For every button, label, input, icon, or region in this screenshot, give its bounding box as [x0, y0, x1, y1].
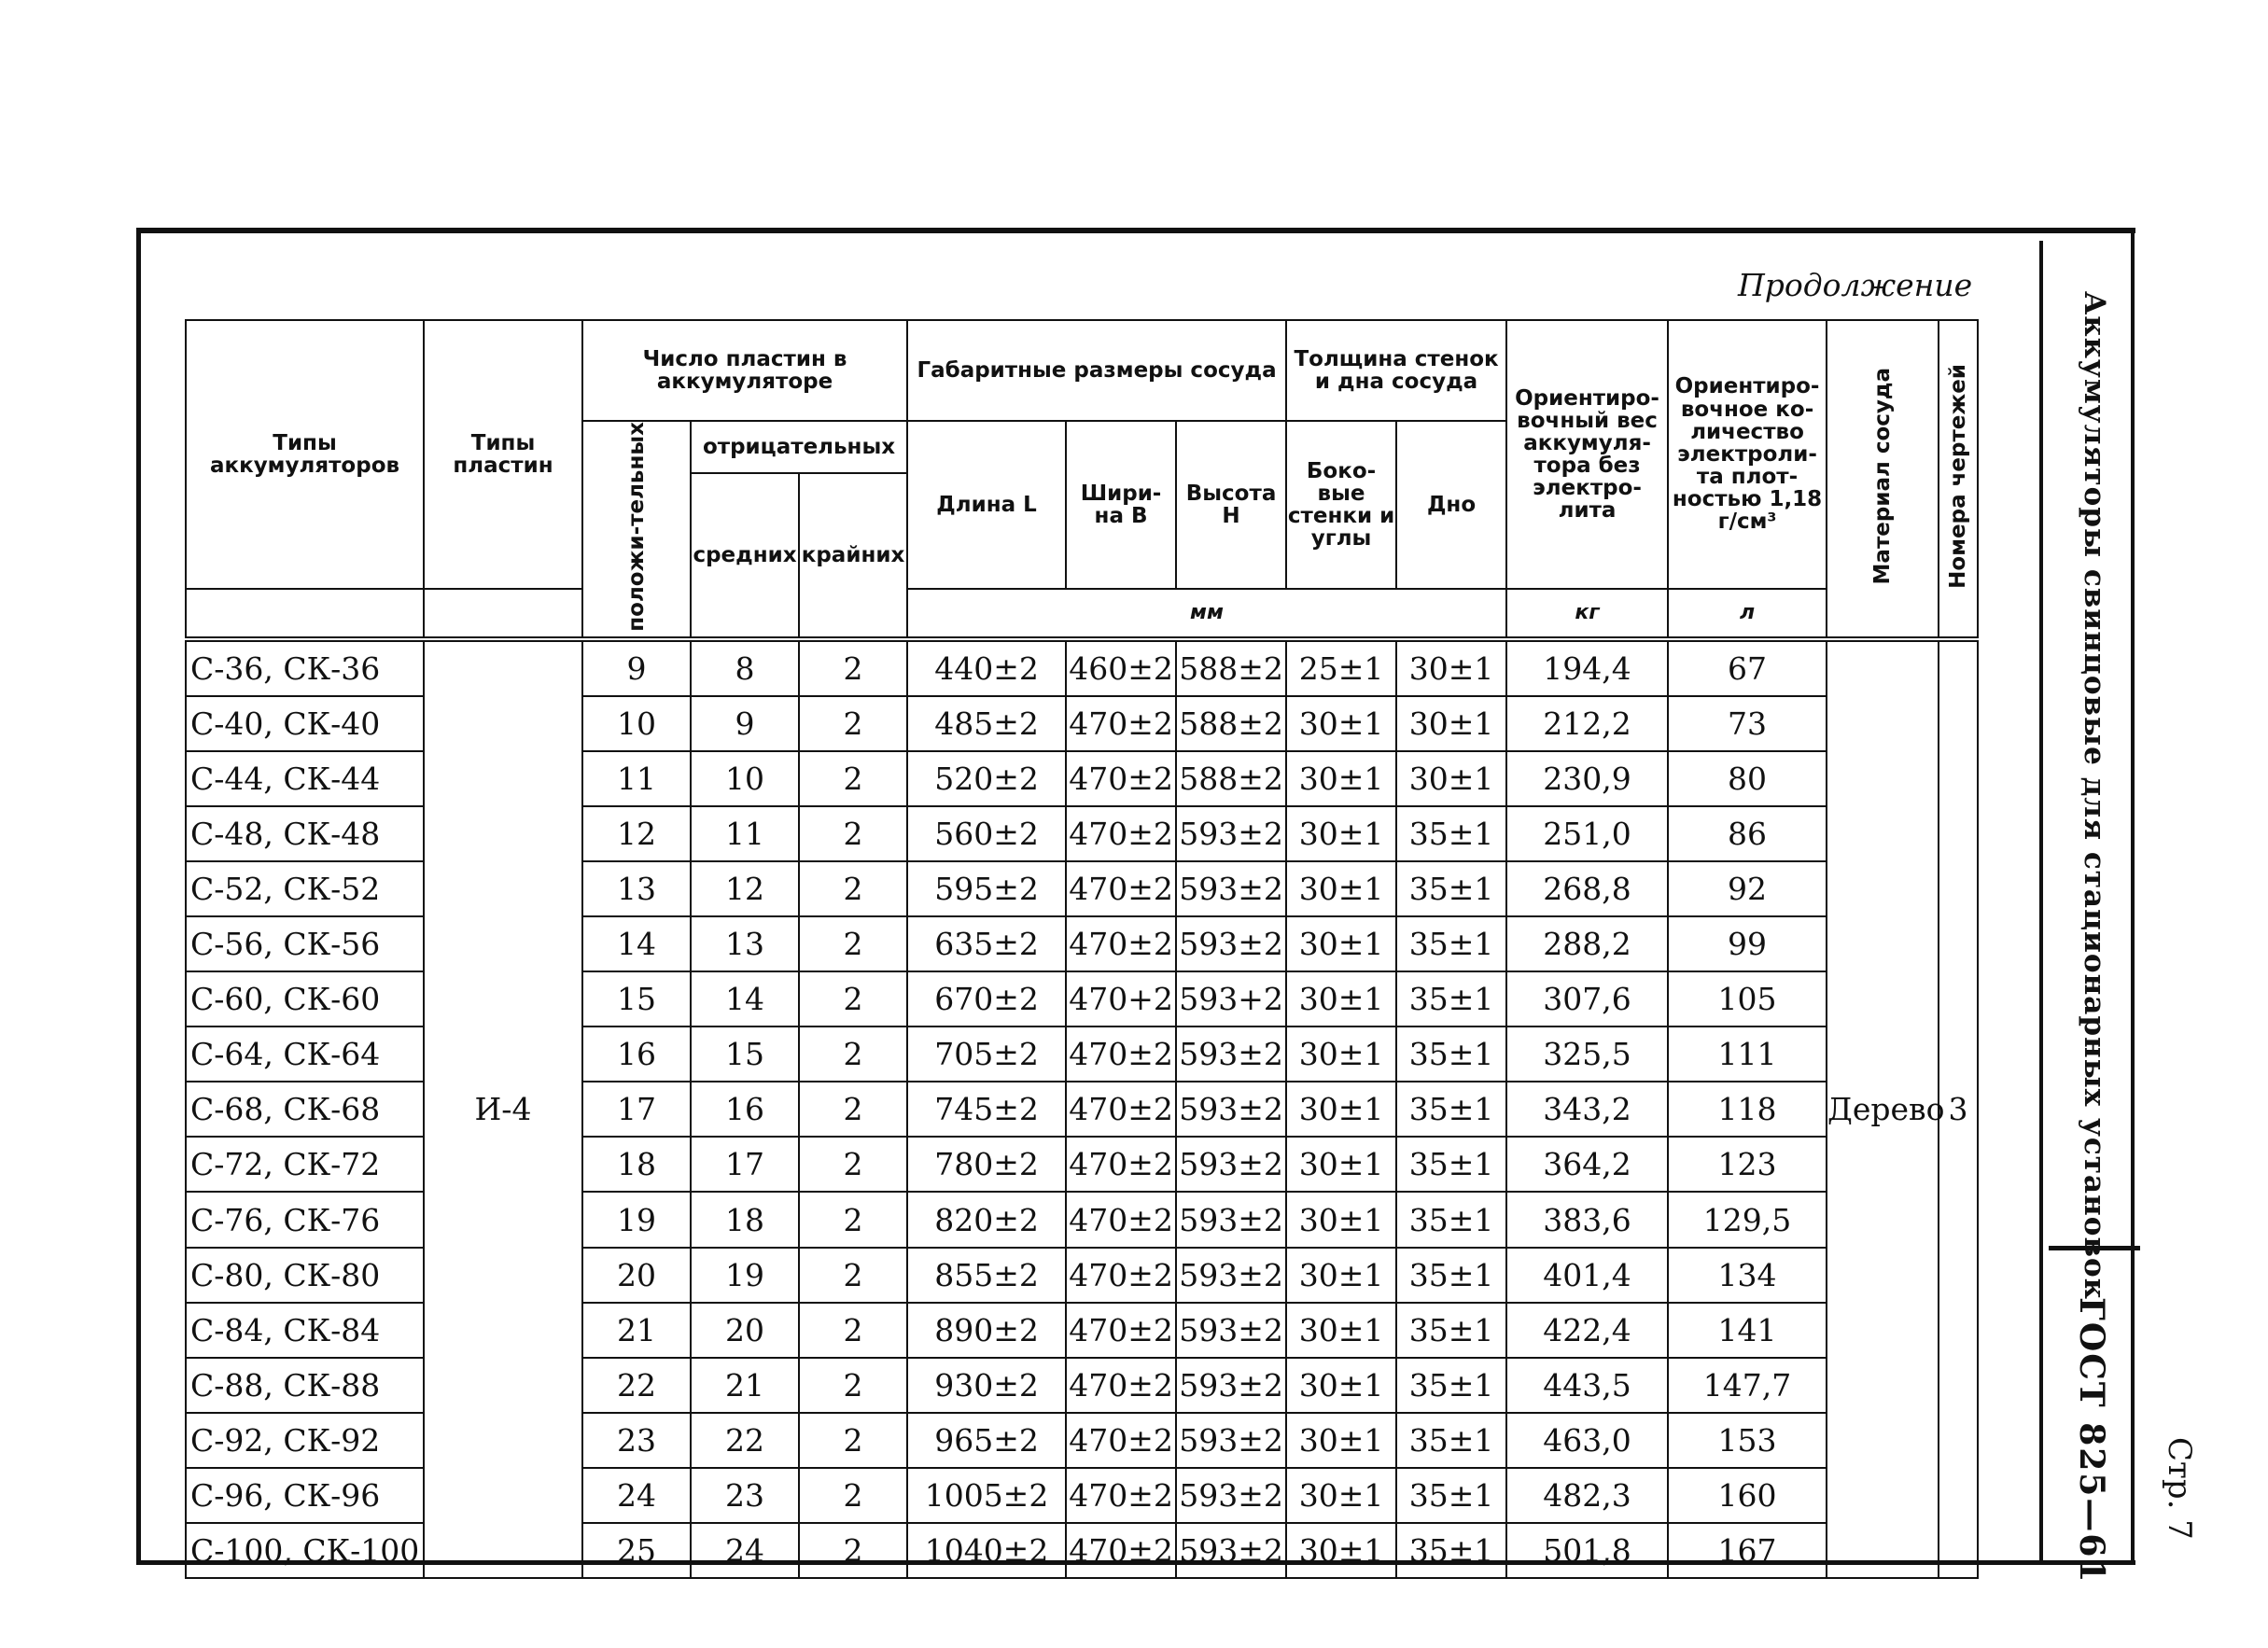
- cell-material: Дерево: [1827, 639, 1939, 1578]
- cell-edge: 2: [799, 1523, 907, 1578]
- cell-side-walls: 30±1: [1286, 751, 1396, 806]
- cell-length: 930±2: [907, 1358, 1066, 1413]
- cell-battery-type: С-40, СК-40: [186, 696, 424, 751]
- cell-bottom: 35±1: [1396, 1358, 1506, 1413]
- cell-height: 593±2: [1176, 916, 1286, 971]
- cell-middle: 13: [691, 916, 799, 971]
- cell-edge: 2: [799, 806, 907, 861]
- header-wall-thickness: Толщина стенок и дна сосуда: [1286, 320, 1506, 421]
- cell-width: 470±2: [1066, 861, 1176, 916]
- cell-edge: 2: [799, 1303, 907, 1358]
- cell-length: 485±2: [907, 696, 1066, 751]
- battery-specs-table: [185, 319, 1979, 1579]
- cell-edge: 2: [799, 696, 907, 751]
- cell-positive: 18: [582, 1137, 691, 1192]
- cell-electrolyte: 147,7: [1668, 1358, 1827, 1413]
- cell-height: 588±2: [1176, 696, 1286, 751]
- cell-weight: 212,2: [1506, 696, 1668, 751]
- cell-edge: 2: [799, 861, 907, 916]
- cell-battery-type: С-60, СК-60: [186, 971, 424, 1027]
- header-drawings: [1939, 320, 1978, 639]
- continuation-label: Продолжение: [1738, 267, 1973, 303]
- header-bottom: Дно: [1396, 421, 1506, 589]
- cell-height: 593±2: [1176, 806, 1286, 861]
- table-body: [186, 639, 1978, 1578]
- cell-battery-type: С-52, СК-52: [186, 861, 424, 916]
- cell-edge: 2: [799, 1192, 907, 1247]
- cell-side-walls: 30±1: [1286, 861, 1396, 916]
- cell-positive: 19: [582, 1192, 691, 1247]
- cell-positive: 11: [582, 751, 691, 806]
- cell-height: 593±2: [1176, 1413, 1286, 1468]
- cell-electrolyte: 105: [1668, 971, 1827, 1027]
- cell-edge: 2: [799, 971, 907, 1027]
- cell-middle: 8: [691, 639, 799, 696]
- cell-positive: 22: [582, 1358, 691, 1413]
- cell-electrolyte: 167: [1668, 1523, 1827, 1578]
- cell-side-walls: 30±1: [1286, 916, 1396, 971]
- cell-edge: 2: [799, 916, 907, 971]
- cell-middle: 23: [691, 1468, 799, 1523]
- cell-weight: 307,6: [1506, 971, 1668, 1027]
- cell-bottom: 35±1: [1396, 1523, 1506, 1578]
- cell-positive: 23: [582, 1413, 691, 1468]
- cell-height: 593±2: [1176, 1248, 1286, 1303]
- cell-battery-type: С-96, СК-96: [186, 1468, 424, 1523]
- header-middle: средних: [691, 473, 799, 639]
- cell-width: 470±2: [1066, 1303, 1176, 1358]
- cell-middle: 18: [691, 1192, 799, 1247]
- cell-positive: 17: [582, 1082, 691, 1137]
- cell-battery-type: С-100, СК-100: [186, 1523, 424, 1578]
- cell-electrolyte: 92: [1668, 861, 1827, 916]
- cell-height: 593±2: [1176, 1082, 1286, 1137]
- cell-weight: 501,8: [1506, 1523, 1668, 1578]
- cell-electrolyte: 153: [1668, 1413, 1827, 1468]
- cell-edge: 2: [799, 1137, 907, 1192]
- cell-side-walls: 30±1: [1286, 1468, 1396, 1523]
- header-material: [1827, 320, 1939, 639]
- cell-positive: 12: [582, 806, 691, 861]
- cell-side-walls: 30±1: [1286, 696, 1396, 751]
- header-battery-types: Типы аккумуляторов: [186, 320, 424, 589]
- cell-positive: 14: [582, 916, 691, 971]
- cell-electrolyte: 118: [1668, 1082, 1827, 1137]
- cell-middle: 9: [691, 696, 799, 751]
- cell-height: 593±2: [1176, 1192, 1286, 1247]
- cell-width: 470±2: [1066, 696, 1176, 751]
- cell-battery-type: С-36, СК-36: [186, 639, 424, 696]
- cell-bottom: 30±1: [1396, 639, 1506, 696]
- cell-width: 470±2: [1066, 1027, 1176, 1082]
- cell-side-walls: 30±1: [1286, 1303, 1396, 1358]
- cell-side-walls: 30±1: [1286, 1358, 1396, 1413]
- header-empty-1: [186, 589, 424, 639]
- cell-electrolyte: 129,5: [1668, 1192, 1827, 1247]
- cell-length: 670±2: [907, 971, 1066, 1027]
- cell-bottom: 35±1: [1396, 1082, 1506, 1137]
- cell-weight: 482,3: [1506, 1468, 1668, 1523]
- cell-side-walls: 30±1: [1286, 1248, 1396, 1303]
- cell-middle: 24: [691, 1523, 799, 1578]
- cell-height: 593±2: [1176, 1027, 1286, 1082]
- cell-battery-type: С-72, СК-72: [186, 1137, 424, 1192]
- cell-width: 470±2: [1066, 1523, 1176, 1578]
- header-positive: [582, 421, 691, 639]
- cell-edge: 2: [799, 639, 907, 696]
- unit-l: л: [1668, 589, 1827, 639]
- cell-edge: 2: [799, 1358, 907, 1413]
- header-weight: Ориентиро-вочный вес аккумуля-тора без электро-лита: [1506, 320, 1668, 589]
- cell-edge: 2: [799, 1082, 907, 1137]
- cell-middle: 17: [691, 1137, 799, 1192]
- cell-side-walls: 30±1: [1286, 971, 1396, 1027]
- cell-electrolyte: 73: [1668, 696, 1827, 751]
- cell-positive: 20: [582, 1248, 691, 1303]
- cell-width: 470±2: [1066, 1137, 1176, 1192]
- cell-side-walls: 30±1: [1286, 1192, 1396, 1247]
- header-height: Высота H: [1176, 421, 1286, 589]
- cell-positive: 9: [582, 639, 691, 696]
- cell-electrolyte: 134: [1668, 1248, 1827, 1303]
- cell-weight: 383,6: [1506, 1192, 1668, 1247]
- cell-side-walls: 30±1: [1286, 806, 1396, 861]
- cell-edge: 2: [799, 751, 907, 806]
- cell-battery-type: С-76, СК-76: [186, 1192, 424, 1247]
- cell-electrolyte: 160: [1668, 1468, 1827, 1523]
- unit-mm: мм: [907, 589, 1506, 639]
- cell-weight: 230,9: [1506, 751, 1668, 806]
- cell-length: 635±2: [907, 916, 1066, 971]
- header-length: Длина L: [907, 421, 1066, 589]
- cell-weight: 401,4: [1506, 1248, 1668, 1303]
- cell-battery-type: С-56, СК-56: [186, 916, 424, 971]
- cell-weight: 268,8: [1506, 861, 1668, 916]
- cell-width: 470±2: [1066, 916, 1176, 971]
- header-plates-count: Число пластин в аккумуляторе: [582, 320, 907, 421]
- cell-width: 460±2: [1066, 639, 1176, 696]
- cell-height: 588±2: [1176, 639, 1286, 696]
- cell-middle: 21: [691, 1358, 799, 1413]
- cell-side-walls: 30±1: [1286, 1082, 1396, 1137]
- unit-kg: кг: [1506, 589, 1668, 639]
- side-divider: [2039, 241, 2043, 1564]
- cell-length: 440±2: [907, 639, 1066, 696]
- cell-bottom: 35±1: [1396, 1192, 1506, 1247]
- cell-middle: 19: [691, 1248, 799, 1303]
- cell-width: 470+2: [1066, 971, 1176, 1027]
- cell-width: 470±2: [1066, 1248, 1176, 1303]
- cell-middle: 14: [691, 971, 799, 1027]
- cell-bottom: 35±1: [1396, 861, 1506, 916]
- header-empty-2: [424, 589, 582, 639]
- cell-electrolyte: 123: [1668, 1137, 1827, 1192]
- cell-side-walls: 25±1: [1286, 639, 1396, 696]
- cell-electrolyte: 99: [1668, 916, 1827, 971]
- cell-length: 1005±2: [907, 1468, 1066, 1523]
- cell-bottom: 35±1: [1396, 1137, 1506, 1192]
- cell-positive: 16: [582, 1027, 691, 1082]
- page-frame-left: [136, 228, 141, 1564]
- cell-weight: 463,0: [1506, 1413, 1668, 1468]
- cell-width: 470±2: [1066, 1413, 1176, 1468]
- cell-bottom: 35±1: [1396, 1248, 1506, 1303]
- cell-electrolyte: 80: [1668, 751, 1827, 806]
- header-positive-label: положи-тельных: [623, 422, 649, 632]
- cell-electrolyte: 111: [1668, 1027, 1827, 1082]
- cell-positive: 13: [582, 861, 691, 916]
- cell-middle: 11: [691, 806, 799, 861]
- cell-plate-type: И-4: [424, 639, 582, 1578]
- cell-edge: 2: [799, 1027, 907, 1082]
- cell-electrolyte: 86: [1668, 806, 1827, 861]
- cell-length: 780±2: [907, 1137, 1066, 1192]
- cell-side-walls: 30±1: [1286, 1137, 1396, 1192]
- cell-length: 855±2: [907, 1248, 1066, 1303]
- cell-bottom: 35±1: [1396, 1303, 1506, 1358]
- page-number: Стр. 7: [2161, 1437, 2198, 1540]
- cell-weight: 364,2: [1506, 1137, 1668, 1192]
- cell-battery-type: С-92, СК-92: [186, 1413, 424, 1468]
- cell-battery-type: С-44, СК-44: [186, 751, 424, 806]
- cell-side-walls: 30±1: [1286, 1413, 1396, 1468]
- cell-positive: 21: [582, 1303, 691, 1358]
- document-title: Аккумуляторы свинцовые для стационарных установок: [2078, 291, 2111, 1301]
- cell-positive: 24: [582, 1468, 691, 1523]
- standard-number: ГОСТ 825—61: [2072, 1297, 2111, 1585]
- cell-bottom: 30±1: [1396, 696, 1506, 751]
- cell-length: 745±2: [907, 1082, 1066, 1137]
- cell-battery-type: С-64, СК-64: [186, 1027, 424, 1082]
- cell-drawing-number: 3: [1939, 639, 1978, 1578]
- cell-weight: 251,0: [1506, 806, 1668, 861]
- cell-side-walls: 30±1: [1286, 1523, 1396, 1578]
- header-electrolyte: Ориентиро-вочное ко-личество электроли-та плот-ностью 1,18 г/см³: [1668, 320, 1827, 589]
- cell-battery-type: С-88, СК-88: [186, 1358, 424, 1413]
- cell-weight: 194,4: [1506, 639, 1668, 696]
- cell-height: 593±2: [1176, 1523, 1286, 1578]
- cell-positive: 15: [582, 971, 691, 1027]
- cell-bottom: 30±1: [1396, 751, 1506, 806]
- cell-positive: 10: [582, 696, 691, 751]
- cell-battery-type: С-84, СК-84: [186, 1303, 424, 1358]
- cell-edge: 2: [799, 1413, 907, 1468]
- cell-length: 705±2: [907, 1027, 1066, 1082]
- cell-width: 470±2: [1066, 1192, 1176, 1247]
- cell-middle: 20: [691, 1303, 799, 1358]
- page-frame-top: [138, 228, 2135, 233]
- cell-positive: 25: [582, 1523, 691, 1578]
- cell-bottom: 35±1: [1396, 1468, 1506, 1523]
- cell-electrolyte: 141: [1668, 1303, 1827, 1358]
- cell-bottom: 35±1: [1396, 1413, 1506, 1468]
- header-width: Шири-на B: [1066, 421, 1176, 589]
- header-side-walls: Боко-вые стенки и углы: [1286, 421, 1396, 589]
- cell-edge: 2: [799, 1468, 907, 1523]
- cell-battery-type: С-68, СК-68: [186, 1082, 424, 1137]
- cell-length: 820±2: [907, 1192, 1066, 1247]
- table-row: [186, 639, 1978, 696]
- cell-length: 595±2: [907, 861, 1066, 916]
- cell-bottom: 35±1: [1396, 971, 1506, 1027]
- cell-width: 470±2: [1066, 1082, 1176, 1137]
- cell-middle: 12: [691, 861, 799, 916]
- cell-height: 593±2: [1176, 1358, 1286, 1413]
- cell-bottom: 35±1: [1396, 916, 1506, 971]
- cell-weight: 343,2: [1506, 1082, 1668, 1137]
- cell-width: 470±2: [1066, 1358, 1176, 1413]
- cell-length: 890±2: [907, 1303, 1066, 1358]
- cell-height: 593+2: [1176, 971, 1286, 1027]
- cell-length: 1040±2: [907, 1523, 1066, 1578]
- cell-electrolyte: 67: [1668, 639, 1827, 696]
- cell-middle: 22: [691, 1413, 799, 1468]
- page-frame-right: [2131, 228, 2135, 1565]
- cell-side-walls: 30±1: [1286, 1027, 1396, 1082]
- cell-weight: 288,2: [1506, 916, 1668, 971]
- header-negative: отрицательных: [691, 421, 907, 473]
- cell-middle: 16: [691, 1082, 799, 1137]
- cell-battery-type: С-48, СК-48: [186, 806, 424, 861]
- cell-length: 560±2: [907, 806, 1066, 861]
- cell-height: 593±2: [1176, 1468, 1286, 1523]
- cell-height: 593±2: [1176, 861, 1286, 916]
- cell-length: 520±2: [907, 751, 1066, 806]
- header-material-label: Материал сосуда: [1869, 368, 1895, 585]
- header-plate-types: Типы пластин: [424, 320, 582, 589]
- cell-width: 470±2: [1066, 806, 1176, 861]
- cell-battery-type: С-80, СК-80: [186, 1248, 424, 1303]
- cell-bottom: 35±1: [1396, 806, 1506, 861]
- cell-edge: 2: [799, 1248, 907, 1303]
- cell-width: 470±2: [1066, 1468, 1176, 1523]
- cell-bottom: 35±1: [1396, 1027, 1506, 1082]
- cell-middle: 10: [691, 751, 799, 806]
- header-edge: крайних: [799, 473, 907, 639]
- cell-height: 593±2: [1176, 1303, 1286, 1358]
- cell-height: 588±2: [1176, 751, 1286, 806]
- header-drawings-label: Номера чертежей: [1945, 363, 1970, 589]
- cell-middle: 15: [691, 1027, 799, 1082]
- cell-weight: 422,4: [1506, 1303, 1668, 1358]
- cell-weight: 443,5: [1506, 1358, 1668, 1413]
- cell-length: 965±2: [907, 1413, 1066, 1468]
- header-overall-dimensions: Габаритные размеры сосуда: [907, 320, 1286, 421]
- cell-height: 593±2: [1176, 1137, 1286, 1192]
- cell-width: 470±2: [1066, 751, 1176, 806]
- cell-weight: 325,5: [1506, 1027, 1668, 1082]
